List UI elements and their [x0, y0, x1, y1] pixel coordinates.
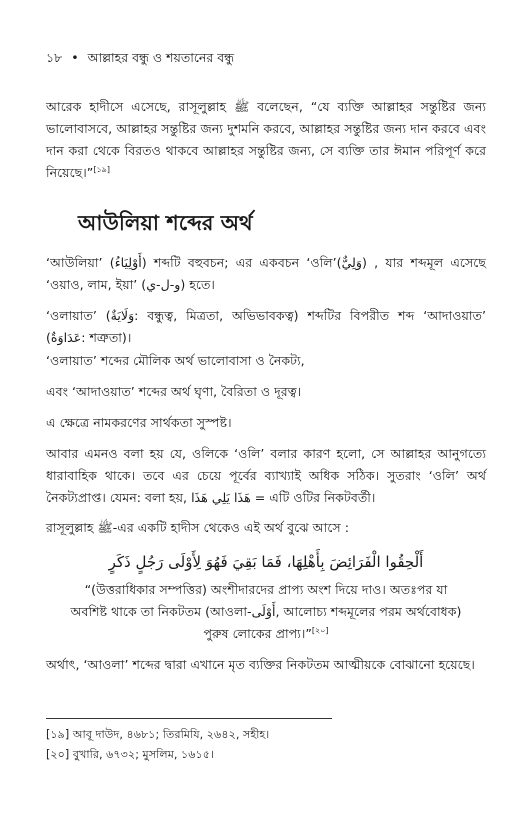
- section-heading: আউলিয়া শব্দের অর্থ: [78, 211, 253, 235]
- paragraph-hadith-intro: রাসূলুল্লাহ ﷺ-এর একটি হাদীস থেকেও এই অর্থ বুঝে আসে :: [46, 520, 349, 535]
- book-title: আল্লাহর বন্ধু ও শয়তানের বন্ধু: [87, 50, 235, 65]
- footnote-20: [46, 747, 214, 763]
- intro-paragraph-text: আরেক হাদীসে এসেছে, রাসূলুল্লাহ ﷺ বলেছেন, “যে ব্যক্তি আল্লাহর সন্তুষ্টির জন্য ভালোবাসবে, আল্লাহর সন্তুষ্টির জন্য দুশমনি করবে, আল্লাহর সন্তুষ্টির জন্য দান করবে এবং দান করা থেকে বিরতও থাকবে আল্লাহর সন্তুষ্টির জন্য, সে ব্যক্তি তার ঈমান পরিপূর্ণ করে নিয়েছে।”: [46, 99, 486, 180]
- hadith-translation-quote: [70, 579, 462, 645]
- page-number: ১৮: [46, 50, 63, 65]
- running-header: [46, 50, 486, 70]
- footnote-number: [১৯]: [46, 728, 70, 741]
- paragraph-conclusion: অর্থাৎ, ‘আওলা’ শব্দের দ্বারা এখানে মৃত ব্যক্তির নিকটতম আত্মীয়কে বোঝানো হয়েছে।: [46, 657, 475, 672]
- quote-text: “(উত্তরাধিকার সম্পত্তির) অংশীদারদের প্রাপ্য অংশ দিয়ে দাও। অতঃপর যা অবশিষ্ট থাকে তা নিকটতম (আওলা-أَوْلَى, আলোচ্য শব্দমূলের পরম অর্থবোধক) পুরুষ লোকের প্রাপ্য।”: [70, 582, 462, 641]
- paragraph-walayat-meaning: ‘ওলায়াত’ শব্দের মৌলিক অর্থ ভালোবাসা ও নৈকট্য,: [46, 353, 305, 368]
- footnote-text: বুখারি, ৬৭৩২; মুসলিম, ১৬১৫।: [72, 748, 215, 761]
- paragraph-walayat-antonym: ‘ওলায়াত’ (وَلَايَةٌ: বন্ধুত্ব, মিত্রতা, অভিভাবকত্ব) শব্দটির বিপরীত শব্দ ‘আদাওয়াত’ (عَدَاوَةٌ: শত্রুতা)।: [46, 308, 486, 345]
- footnote-ref-20: [২০]: [311, 625, 329, 635]
- footnote-ref-19: [১৯]: [93, 164, 110, 174]
- footnote-19: [46, 727, 269, 743]
- footnote-divider: [46, 718, 332, 719]
- paragraph-naming-significance: এ ক্ষেত্রে নামকরণের সার্থকতা সুস্পষ্ট।: [46, 415, 232, 430]
- arabic-hadith-text: أَلْحِقُوا الْفَرَائِضَ بِأَهْلِهَا، فَمَا بَقِيَ فَهُوَ لِأَوْلَى رَجُلٍ ذَكَرٍ: [108, 553, 424, 571]
- footnote-text: আবূ দাউদ, ৪৬৮১; তিরমিযি, ২৬৪২, সহীহ।: [72, 728, 270, 741]
- intro-paragraph: [46, 96, 486, 184]
- paragraph-plural-meaning: ‘আউলিয়া’ (أَوْلِيَاءُ) শব্দটি বহুবচন; এর একবচন ‘ওলি’(وَلِيٌّ) , যার শব্দমূল এসেছে ‘ওয়াও, লাম, ইয়া’ (و-ل-ي) হতে।: [46, 255, 486, 292]
- paragraph-wali-explanation: আবার এমনও বলা হয় যে, ওলিকে ‘ওলি’ বলার কারণ হলো, সে আল্লাহর আনুগত্যে ধারাবাহিক থাকে। তবে এর চেয়ে পূর্বের ব্যাখ্যাই অধিক সঠিক। সুতরাং ‘ওলি’ অর্থ নৈকট্যপ্রাপ্ত। যেমন: বলা হয়, هَذَا يَلِي هَذَا = এটি ওটির নিকটবর্তী।: [46, 446, 486, 505]
- header-bullet: •: [71, 50, 79, 65]
- footnote-number: [২০]: [46, 748, 70, 761]
- paragraph-adawat-meaning: এবং ‘আদাওয়াত’ শব্দের অর্থ ঘৃণা, বৈরিতা ও দূরত্ব।: [46, 384, 302, 399]
